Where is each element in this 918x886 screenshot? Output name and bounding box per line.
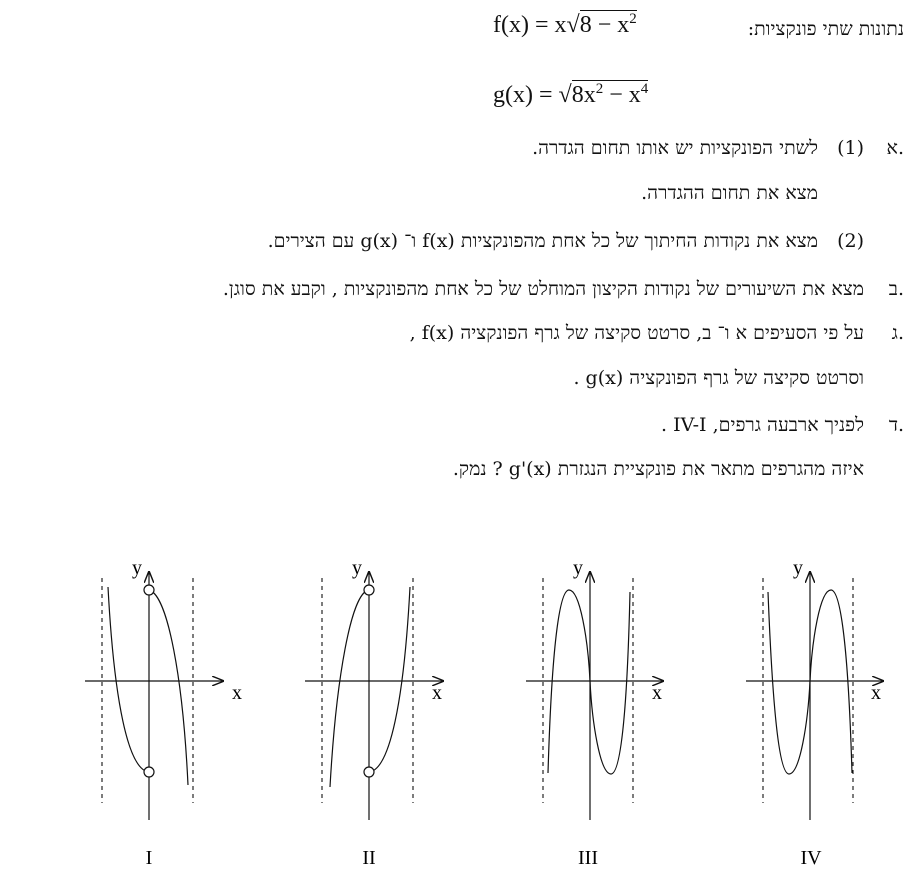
graph-ii-x-label: x [432,682,442,704]
graph-ii-y-label: y [352,557,362,579]
graph-i-x-label: x [232,682,242,704]
sqrt-sign-f: √ [566,12,580,38]
formula-f-exponent: 2 [629,11,637,27]
question-c-line2: וסרטט סקיצה של גרף הפונקציה g(x) . [573,367,864,389]
graph-i-curve-left [108,587,149,772]
graph-iv [746,557,883,869]
graph-i-y-label: y [132,557,142,579]
graph-i-label: I [145,847,153,869]
graph-ii-open-point-bottom [364,767,374,777]
graph-iii [526,557,663,869]
question-a-sub1-line2: מצא את תחום ההגדרה. [641,182,818,204]
question-c-letter: ג. [891,322,904,344]
graph-i-open-point-bottom [144,767,154,777]
question-b-letter: ב. [888,278,904,300]
graph-ii-open-point-top [364,585,374,595]
formula-g-radicand: $8x^2 - x^4$ [571,81,649,108]
graph-iv-y-label: y [793,557,803,579]
graph-iv-x-label: x [871,682,881,704]
sqrt-sign-g: √ [558,82,572,108]
question-a-sub1-number: (1) [837,137,864,159]
question-a-sub2-number: (2) [837,230,864,252]
question-d-line1: לפניך ארבעה גרפים, IV-I . [661,414,864,436]
graph-iv-label: IV [800,847,822,869]
given-functions-label: נתונות שתי פונקציות: [747,18,904,40]
formula-f [493,11,637,39]
graph-iii-label: III [578,847,598,869]
graph-iii-y-label: y [573,557,583,579]
question-a-sub2-text: מצא את נקודות החיתוך של כל אחת מהפונקציות f(x) ו־ g(x) עם הצירים. [267,230,818,252]
graph-i-curve-right [149,590,188,785]
formula-g-lhs: g(x) = [493,82,559,108]
graph-ii-curve-right [369,587,410,772]
graph-iii-x-label: x [652,682,662,704]
graph-ii-label: II [362,847,376,869]
graph-i [85,557,242,869]
question-a-letter: א. [886,137,904,159]
formula-f-lhs: f(x) = x [493,12,567,38]
question-b-text: מצא את השיעורים של נקודות הקיצון המוחלט של כל אחת מהפונקציות , וקבע את סוגן. [222,278,864,300]
question-d-letter: ד. [888,414,904,436]
question-c-line1: על פי הסעיפים א ו־ ב, סרטט סקיצה של גרף הפונקציה f(x) , [409,322,864,344]
question-d-line2: איזה מהגרפים מתאר את פונקציית הנגזרת g'(x) ? נמק. [452,458,864,480]
graph-ii-curve-left [330,590,369,787]
graph-ii [305,557,443,869]
graph-iii-curve [548,590,630,774]
graph-i-open-point-top [144,585,154,595]
graphs-figure [0,540,918,886]
formula-f-radicand: $8 - x^2$ [579,11,637,38]
question-a-sub1-line1: לשתי הפונקציות יש אותו תחום הגדרה. [532,137,818,159]
formula-g [493,81,648,109]
